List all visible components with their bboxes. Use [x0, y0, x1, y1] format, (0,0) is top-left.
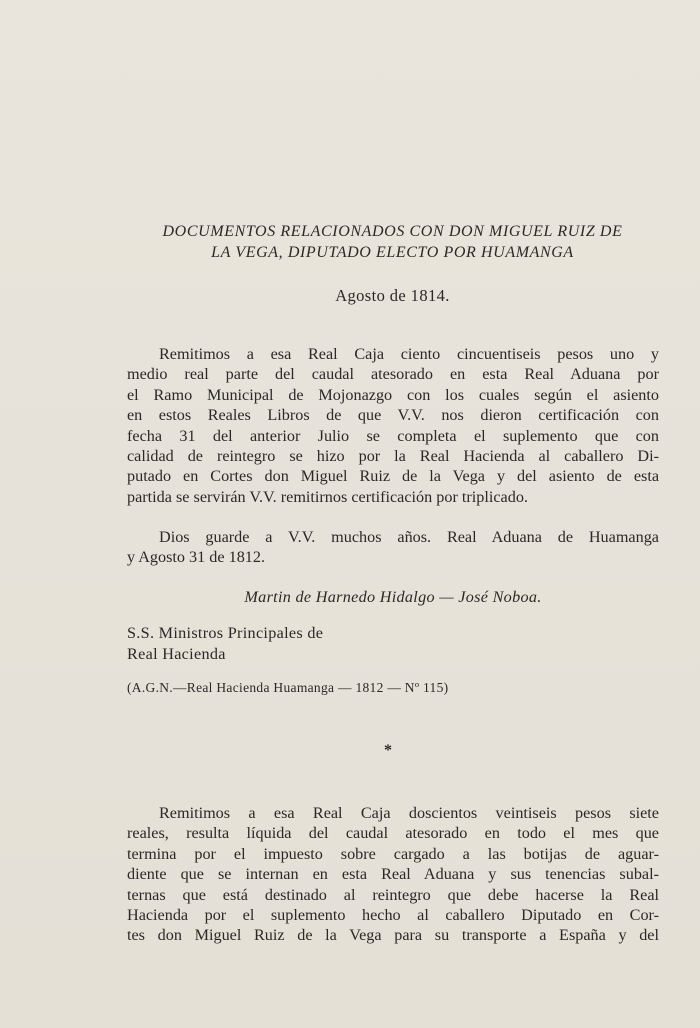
text-line: ternas que está destinado al reintegro que debe hacerse la Real: [127, 885, 659, 904]
document-title-line-1: DOCUMENTOS RELACIONADOS CON DON MIGUEL RUIZ DE: [162, 223, 623, 240]
text-line: en estos Reales Libros de que V.V. nos dieron certificación con: [127, 406, 659, 425]
document-title-line-2: LA VEGA, DIPUTADO ELECTO POR HUAMANGA: [211, 244, 574, 261]
text-line: el Ramo Municipal de Mojonazgo con los cuales según el asiento: [127, 385, 659, 404]
section-separator: *: [384, 742, 392, 759]
text-line: Dios guarde a V.V. muchos años. Real Aduana de Huamanga: [159, 528, 659, 546]
text-line: termina por el impuesto sobre cargado a las botijas de aguar-: [127, 844, 659, 863]
text-line: y Agosto 31 de 1812.: [127, 548, 266, 567]
text-line: Remitimos a esa Real Caja doscientos veintiseis pesos siete: [159, 804, 659, 822]
text-line: calidad de reintegro se hizo por la Real Hacienda al caballero Di-: [127, 447, 659, 466]
text-line: tes don Miguel Ruiz de la Vega para su transporte a España y del: [127, 926, 659, 945]
text-line: fecha 31 del anterior Julio se completa el suplemento que con: [127, 426, 659, 445]
letter-1-signature: Martin de Harnedo Hidalgo — José Noboa.: [244, 588, 542, 606]
addressee-line: Real Hacienda: [127, 645, 226, 663]
text-line: putado en Cortes don Miguel Ruiz de la Vega y del asiento de esta: [127, 467, 659, 486]
text-line: reales, resulta líquida del caudal atesorado en todo el mes que: [127, 824, 659, 843]
text-line: diente que se internan en esta Real Aduana y sus tenencias subal-: [127, 865, 659, 884]
letter-1-body: [127, 344, 659, 507]
letter-1-addressee: [127, 623, 323, 665]
text-line: Hacienda por el suplemento hecho al caballero Diputado en Cor-: [127, 906, 659, 925]
text-line: partida se servirán V.V. remitirnos certificación por triplicado.: [127, 487, 528, 506]
archive-reference: (A.G.N.—Real Hacienda Huamanga — 1812 — Nº 115): [127, 680, 449, 695]
document-date: Agosto de 1814.: [335, 286, 450, 305]
addressee-line: S.S. Ministros Principales de: [127, 624, 324, 642]
text-line: medio real parte del caudal atesorado en esta Real Aduana por: [127, 365, 659, 384]
letter-1-closing: [127, 527, 659, 568]
letter-2-body: [127, 803, 659, 946]
text-line: Remitimos a esa Real Caja ciento cincuentiseis pesos uno y: [159, 345, 659, 363]
